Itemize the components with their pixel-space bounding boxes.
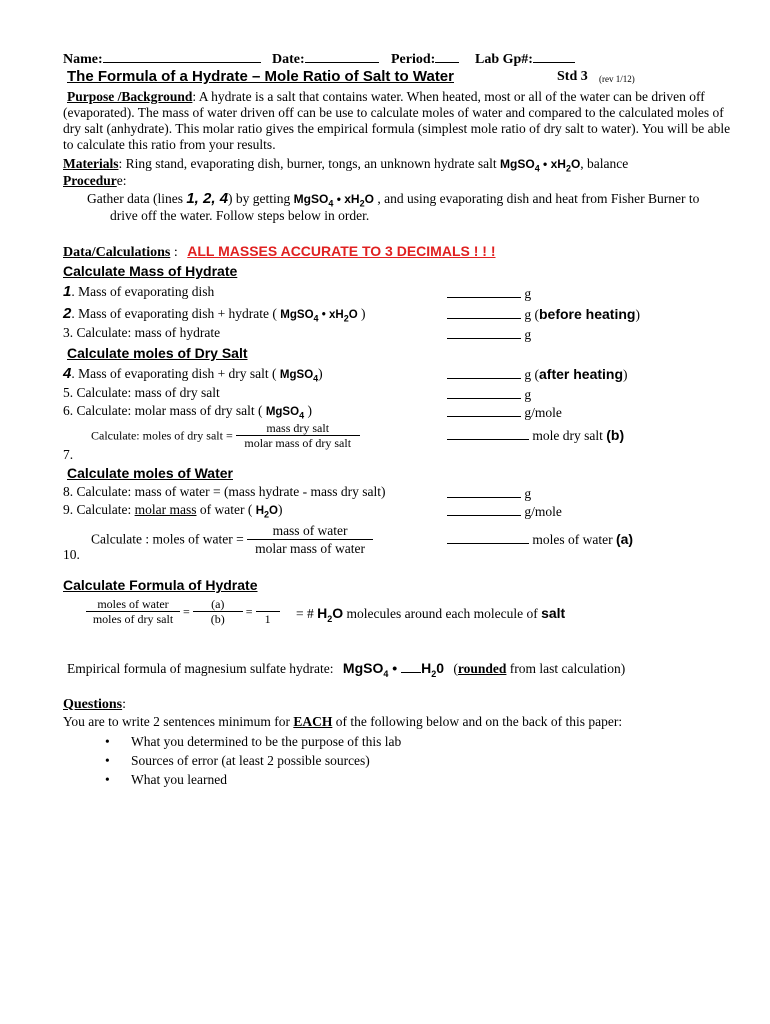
materials-label: Materials: [63, 156, 119, 171]
period-label: Period:: [391, 52, 436, 67]
formula-ratio: $\frac{\text{moles of water}}{\text{moles of dry salt}}$ = $\frac{(a)}{(b)}$ = 1: [86, 597, 280, 626]
page-title: The Formula of a Hydrate – Mole Ratio of Salt to Water: [67, 68, 454, 85]
revision-label: (rev 1/12): [599, 74, 635, 84]
line-8-answer[interactable]: g: [447, 485, 531, 502]
line-5: 5. Calculate: mass of dry salt: [63, 385, 220, 400]
question-item: • What you learned: [105, 770, 401, 789]
lab-group-field[interactable]: [475, 50, 575, 68]
line-9-answer[interactable]: g/mole: [447, 503, 562, 520]
line-6-answer[interactable]: g/mole: [447, 404, 562, 421]
accuracy-warning: ALL MASSES ACCURATE TO 3 DECIMALS ! ! !: [187, 243, 496, 259]
section-moles-water: Calculate moles of Water: [67, 465, 233, 481]
line-10-answer[interactable]: moles of water (a): [447, 531, 633, 548]
materials-line: Materials: Ring stand, evaporating dish, burner, tongs, an unknown hydrate salt MgSO$_4$ • $xH_2O$, balance: [63, 156, 629, 174]
line-1-answer[interactable]: g: [447, 285, 531, 302]
lab-group-label: Lab Gp#:: [475, 52, 533, 67]
line-3: 3. Calculate: mass of hydrate: [63, 325, 221, 340]
line-10-number: 10.: [63, 547, 80, 562]
procedure-label: Procedure:: [63, 173, 127, 188]
name-field[interactable]: [63, 50, 261, 68]
line-5-answer[interactable]: g: [447, 386, 531, 403]
procedure-line-1: Gather data (lines 1, 2, 4) by getting MgSO$_4$ • $xH_2O$ , and using evaporating dish and heat from Fisher Burner to: [87, 190, 700, 209]
line-7-answer[interactable]: mole dry salt (b): [447, 427, 624, 444]
line-2: 2. Mass of evaporating dish + hydrate ( MgSO$_4$ • $xH_2O$ ): [63, 305, 366, 324]
line-9: 9. Calculate: molar mass of water ( $H_2O$): [63, 502, 283, 520]
empirical-x-blank[interactable]: [401, 660, 421, 673]
line-4: 4. Mass of evaporating dish + dry salt ( MgSO$_4$): [63, 365, 323, 384]
purpose-paragraph: [63, 89, 743, 153]
date-field[interactable]: [272, 50, 379, 68]
standard-label: Std 3: [557, 69, 588, 84]
question-item: • Sources of error (at least 2 possible sources): [105, 751, 401, 770]
line-7-equation: Calculate: moles of dry salt = $\frac{\text{mass dry salt}}{\text{molar mass of dry salt}}$: [91, 421, 360, 450]
line-8: 8. Calculate: mass of water = (mass hydrate - mass dry salt): [63, 484, 386, 499]
question-item: • What you determined to be the purpose of this lab: [105, 732, 401, 751]
line-4-answer[interactable]: g (after heating): [447, 366, 628, 383]
line-6: 6. Calculate: molar mass of dry salt ( MgSO$_4$ ): [63, 403, 312, 421]
purpose-text: : A hydrate is a salt that contains water. When heated, most or all of the water can be driven off (evaporated). The mass of water driven off can be use to calculate moles of water and compared to the calculated moles of dry salt (anhydrate). This molar ratio gives the empirical formula (simplest mole ratio of dry salt to water). You will be able to calculate this ratio from your results.: [63, 89, 731, 152]
line-1: 1. Mass of evaporating dish: [63, 283, 215, 300]
line-10-equation: Calculate : moles of water = $\frac{\text{mass of water}}{\text{molar mass of water}}$: [91, 522, 373, 557]
questions-list: [105, 732, 401, 789]
line-7-number: 7.: [63, 447, 74, 462]
questions-instruction: You are to write 2 sentences minimum for EACH of the following below and on the back of this paper:: [63, 714, 623, 729]
section-mass-of-hydrate: Calculate Mass of Hydrate: [63, 263, 238, 279]
data-calculations-heading: Data/Calculations : ALL MASSES ACCURATE TO 3 DECIMALS ! ! !: [63, 243, 496, 260]
date-label: Date:: [272, 52, 305, 67]
formula-statement: = # $H_2O$ molecules around each molecule of salt: [296, 605, 566, 624]
line-2-answer[interactable]: g (before heating): [447, 306, 640, 323]
period-field[interactable]: [391, 50, 459, 68]
line-3-answer[interactable]: g: [447, 326, 531, 343]
section-moles-dry-salt: Calculate moles of Dry Salt: [67, 345, 248, 361]
questions-heading: Questions:: [63, 697, 127, 712]
name-label: Name:: [63, 52, 103, 67]
procedure-line-2: drive off the water. Follow steps below in order.: [110, 208, 370, 223]
purpose-label: Purpose /Background: [67, 89, 193, 104]
empirical-formula-line: Empirical formula of magnesium sulfate hydrate: MgSO$_4$ • $H_20$ (rounded from last calculation): [67, 660, 626, 679]
section-formula-hydrate: Calculate Formula of Hydrate: [63, 577, 258, 593]
